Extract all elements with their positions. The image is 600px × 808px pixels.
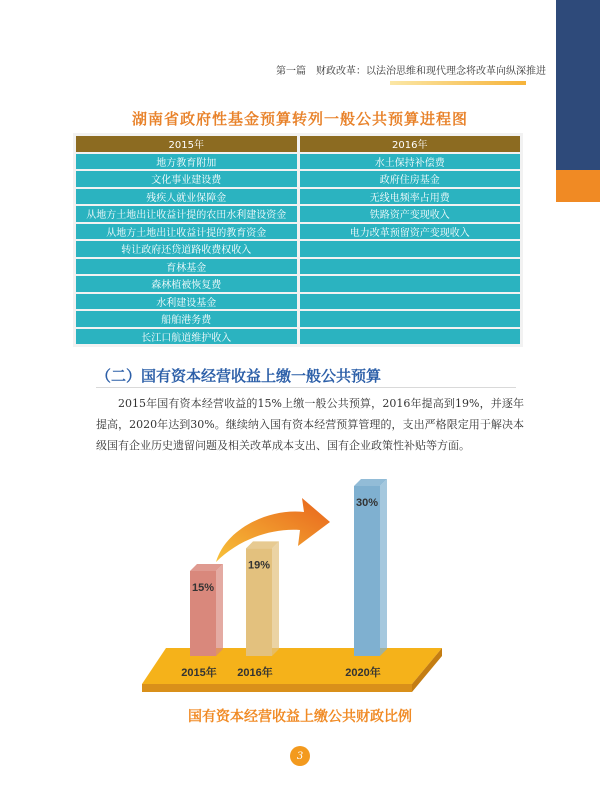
- running-head-rule: [390, 81, 526, 85]
- table-row: [76, 206, 520, 222]
- budget-table: [73, 133, 523, 347]
- table-row: [76, 154, 520, 170]
- chart-base-front: [142, 684, 412, 692]
- table-cell-2015: 从地方土地出让收益计提的教育资金: [76, 224, 297, 240]
- table-cell-2015: 从地方土地出让收益计提的农田水利建设资金: [76, 206, 297, 222]
- table-header-2015: 2015年: [76, 136, 297, 152]
- chart-bar: [354, 486, 380, 656]
- table-cell-2016: [300, 311, 521, 327]
- section-rule: [96, 387, 516, 388]
- chart-value-label: 19%: [247, 559, 271, 572]
- chart-value-label: 15%: [191, 582, 215, 594]
- table-row: [76, 294, 520, 310]
- table-cell-2015: 残疾人就业保障金: [76, 189, 297, 205]
- table-cell-2016: 水土保持补偿费: [300, 154, 521, 170]
- chart-bar-side: [380, 479, 387, 656]
- table-row: [76, 311, 520, 327]
- table-row: [76, 241, 520, 257]
- table-row: [76, 276, 520, 292]
- chart-bar-side: [272, 541, 279, 656]
- table-cell-2015: 文化事业建设费: [76, 171, 297, 187]
- running-head: 第一篇 财政改革：以法治思维和现代理念将改革向纵深推进: [276, 66, 546, 77]
- table-cell-2016: 无线电频率占用费: [300, 189, 521, 205]
- table-body: [76, 154, 520, 345]
- table-cell-2016: 政府住房基金: [300, 171, 521, 187]
- table-row: [76, 171, 520, 187]
- table-row: [76, 329, 520, 345]
- page-number: 3: [290, 746, 310, 766]
- table-header-row: [76, 136, 520, 152]
- chart-category-label: 2015年: [181, 667, 217, 679]
- table-row: [76, 189, 520, 205]
- table-header-2016: 2016年: [300, 136, 521, 152]
- side-bar-blue: [556, 0, 600, 170]
- table-title: 湖南省政府性基金预算转列一般公共预算进程图: [131, 110, 468, 128]
- section-heading: （二）国有资本经营收益上缴一般公共预算: [96, 367, 382, 385]
- table-cell-2015: 森林植被恢复费: [76, 276, 297, 292]
- table-cell-2016: [300, 259, 521, 275]
- table-cell-2015: 育林基金: [76, 259, 297, 275]
- chart-bar-side: [216, 564, 223, 656]
- table-cell-2015: 地方教育附加: [76, 154, 297, 170]
- chart-caption: 国有资本经营收益上缴公共财政比例: [188, 709, 412, 725]
- table-cell-2015: 长江口航道维护收入: [76, 329, 297, 345]
- table-cell-2016: [300, 241, 521, 257]
- ratio-bar-chart: [130, 470, 470, 710]
- chart-category-label: 2016年: [237, 667, 273, 679]
- table-row: [76, 224, 520, 240]
- table-cell-2015: 水利建设基金: [76, 294, 297, 310]
- table-row: [76, 259, 520, 275]
- table-cell-2016: [300, 294, 521, 310]
- chart-value-label: 30%: [355, 497, 379, 509]
- table-cell-2016: [300, 276, 521, 292]
- table-cell-2016: [300, 329, 521, 345]
- table-cell-2016: 电力改革预留资产变现收入: [300, 224, 521, 240]
- chart-category-label: 2020年: [345, 667, 381, 679]
- table-cell-2015: 船舶港务费: [76, 311, 297, 327]
- side-bar-orange: [556, 170, 600, 202]
- table-cell-2016: 铁路资产变现收入: [300, 206, 521, 222]
- table-cell-2015: 转让政府还贷道路收费权收入: [76, 241, 297, 257]
- body-paragraph: 2015年国有资本经营收益的15%上缴一般公共预算，2016年提高到19%，并逐年提高，2020年达到30%。继续纳入国有资本经营预算管理的，支出严格限定用于解决本级国有企业历史遗留问题及相关改革成本支出、国有企业政策性补贴等方面。: [96, 397, 524, 452]
